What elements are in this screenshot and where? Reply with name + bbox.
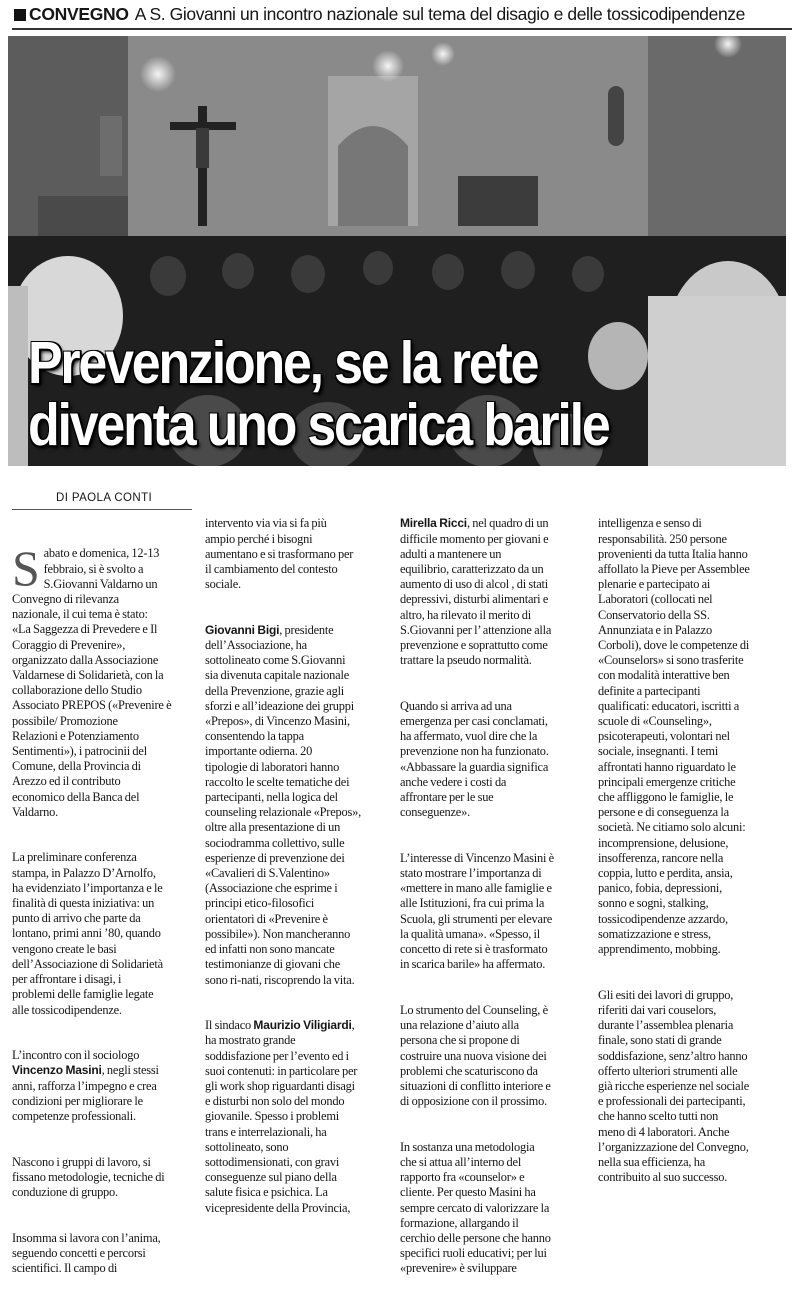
author-byline: DI PAOLA CONTI: [56, 492, 153, 504]
article-column-4: [598, 486, 798, 1201]
article-paragraph: [400, 516, 585, 668]
article-paragraph: [205, 623, 390, 988]
paragraph-text: , nel quadro di un difficile momento per giovani e adulti a mantenere un equilibrio, caratterizzato da un aumento di uso di alcol , di stati depressivi, disturbi alimentari e altro, ha rilevato il merito di S.Giovanni per l’ attenzione alla prevenzione e soprattutto come trattare la pseudo normalità.: [400, 516, 552, 668]
article-paragraph: Nascono i gruppi di lavoro, si fissano metodologie, tecniche di conduzione di gruppo.: [12, 1154, 165, 1199]
church-audience-photo: [8, 36, 786, 466]
article-paragraph: La preliminare conferenza stampa, in Palazzo D’Arnolfo, ha evidenziato l’importanza e le finalità di questa iniziativa: un punto di arrivo che parte da lontano, primi anni ’80, quando vengono create le basi dell’Associazione di Solidarietà per affrontare i disagi, i problemi delle famiglie legate alle tossicodipendenze.: [12, 850, 163, 1017]
article-paragraph: Gli esiti dei lavori di gruppo, riferiti dai vari couselors, durante l’assemblea plenaria finale, sono stati di grande soddisfazione, senz’altro hanno offerto ulteriori strumenti alle già ricche esperienze nel sociale e professionali dei partecipanti, che hanno scelto tutti non meno di 4 laboratori. Anche l’organizzazione del Convegno, nella sua efficienza, ha contribuito al suo successo.: [598, 987, 750, 1185]
kicker-label: CONVEGNO: [29, 4, 129, 24]
article-paragraph: In sostanza una metodologia che si attua all’interno del rapporto fra «counselor» e cliente. Per questo Masini ha sempre cercato di valorizzare la formazione, allargando il cerchio delle persone che hanno specifici ruoli educativi; per lui «prevenire» è sviluppare: [400, 1139, 551, 1276]
headline-line-1: Prevenzione, se la rete: [28, 330, 538, 396]
paragraph-text: Il sindaco: [205, 1018, 254, 1033]
headline-line-2: diventa uno scarica barile: [28, 392, 609, 458]
article-paragraph: [205, 1018, 390, 1216]
person-name: Mirella Ricci: [400, 516, 467, 531]
drop-cap: S: [12, 540, 40, 597]
paragraph-text: , presidente dell’Associazione, ha sottolineato come S.Giovanni sia divenuta capitale nazionale della Prevenzione, grazie agli sforzi e all’ideazione dei gruppi «Prepos», di Vincenzo Masini, consentendo la tappa importante odierna. 20 tipologie di laboratori hanno raccolto le scelte tematiche dei partecipanti, nella logica del counseling relazionale «Prepos», oltre alla presentazione di un sociodramma collettivo, sulle esperienze di prevenzione dei «Cavalieri di S.Valentino» (Associazione che esprime i principi etico-filosofici orientatori di «Prevenire è possibile»). Non mancheranno ed infatti non sono mancate testimonianze di giovani che sono ri-nati, riscoprendo la vita.: [205, 622, 362, 987]
article-paragraph: L’interesse di Vincenzo Masini è stato mostrare l’importanza di «mettere in mano alle famiglie e alle Istituzioni, fra cui prima la Scuola, gli strumenti per elevare la qualità umana». «Spesso, il concetto di rete si è trasformato in scarica barile» ha affermato.: [400, 850, 554, 972]
person-name: Giovanni Bigi: [205, 622, 280, 637]
section-kicker: [14, 2, 804, 26]
person-name: Maurizio Viligiardi: [253, 1018, 352, 1033]
paragraph-text: , ha mostrato grande soddisfazione per l’evento ed i suoi contenuti: in particolare per gli work shop riguardanti disagi e disturbi non solo del mondo giovanile. Spesso i problemi trans e interrelazionali, ha sottolineato, sono sottodimensionati, con gravi conseguenze sul piano della salute fisica e psichica. La vicepresidente della Provincia,: [205, 1018, 358, 1215]
paragraph-text: L’incontro con il sociologo: [12, 1048, 140, 1063]
article-paragraph: Insomma si lavora con l’anima, seguendo concetti e percorsi scientifici. Il campo di: [12, 1230, 161, 1275]
article-paragraph: intelligenza e senso di responsabilità. 250 persone provenienti da tutta Italia hanno affollato la Pieve per Assemblee plenarie e partecipato ai Laboratori (collocati nel Conservatorio della SS. Annunziata e in Palazzo Corboli), dove le competenze di «Counselors» si sono trasferite con modalità interattive ben definite a partecipanti qualificati: educatori, iscritti a scuole di «Counseling», psicoterapeuti, volontari nel sociale, insegnanti. I temi affrontati hanno riguardato le principali emergenze critiche che affliggono le famiglie, le persone e di conseguenza la società. Ne citiamo solo alcuni: incomprensione, delusione, insofferenza, rancore nella coppia, lutto e perdita, ansia, panico, fobia, depressioni, sonno e sogni, stalking, tossicodipendenze azzardo, somatizzazione e stress, apprendimento, mobbing.: [598, 516, 750, 957]
article-column-3: [400, 486, 585, 1292]
article-paragraph: Lo strumento del Counseling, è una relazione d’aiuto alla persona che si propone di costruire una nuova visione dei problemi che scaturiscono da situazioni di conflitto interiore e di opposizione con il prossimo.: [400, 1002, 551, 1109]
article-paragraph: [12, 1048, 197, 1124]
article-paragraph: [12, 540, 197, 820]
article-paragraph: intervento via via si fa più ampio perché i bisogni aumentano e si trasformano per il cambiamento del contesto sociale.: [205, 516, 354, 592]
article-paragraph: Quando si arriva ad una emergenza per casi conclamati, ha affermato, vuol dire che la prevenzione non ha funzionato. «Abbassare la guardia significa anche vedere i costi da affrontare per le sue conseguenze».: [400, 698, 549, 820]
kicker-square-icon: [14, 9, 26, 21]
kicker-divider: [12, 28, 792, 30]
person-name: Vincenzo Masini: [12, 1063, 102, 1078]
byline-divider: [12, 509, 192, 510]
article-column-2: [205, 486, 390, 1231]
paragraph-text: abato e domenica, 12-13 febbraio, si è svolto a S.Giovanni Valdarno un Convegno di rilevanza nazionale, il cui tema è stato: «La Saggezza di Prevedere e Il Coraggio di Prevenire», organizzato dalla Associazione Valdarnese di Solidarietà, con la collaborazione dello Studio Associato PREPOS («Prevenire è possibile/ Promozione Relazioni e Potenziamento Sentimenti»), i patrocinii del Comune, della Provincia di Arezzo ed il contributo economico della Banca del Valdarno.: [12, 546, 172, 819]
article-column-1: [12, 516, 197, 1291]
article-headline: [28, 332, 688, 456]
paragraph-text: , negli stessi anni, rafforza l’impegno e crea condizioni per migliorare le competenze professionali.: [12, 1063, 159, 1123]
kicker-subtitle: A S. Giovanni un incontro nazionale sul tema del disagio e delle tossicodipendenze: [134, 4, 745, 24]
